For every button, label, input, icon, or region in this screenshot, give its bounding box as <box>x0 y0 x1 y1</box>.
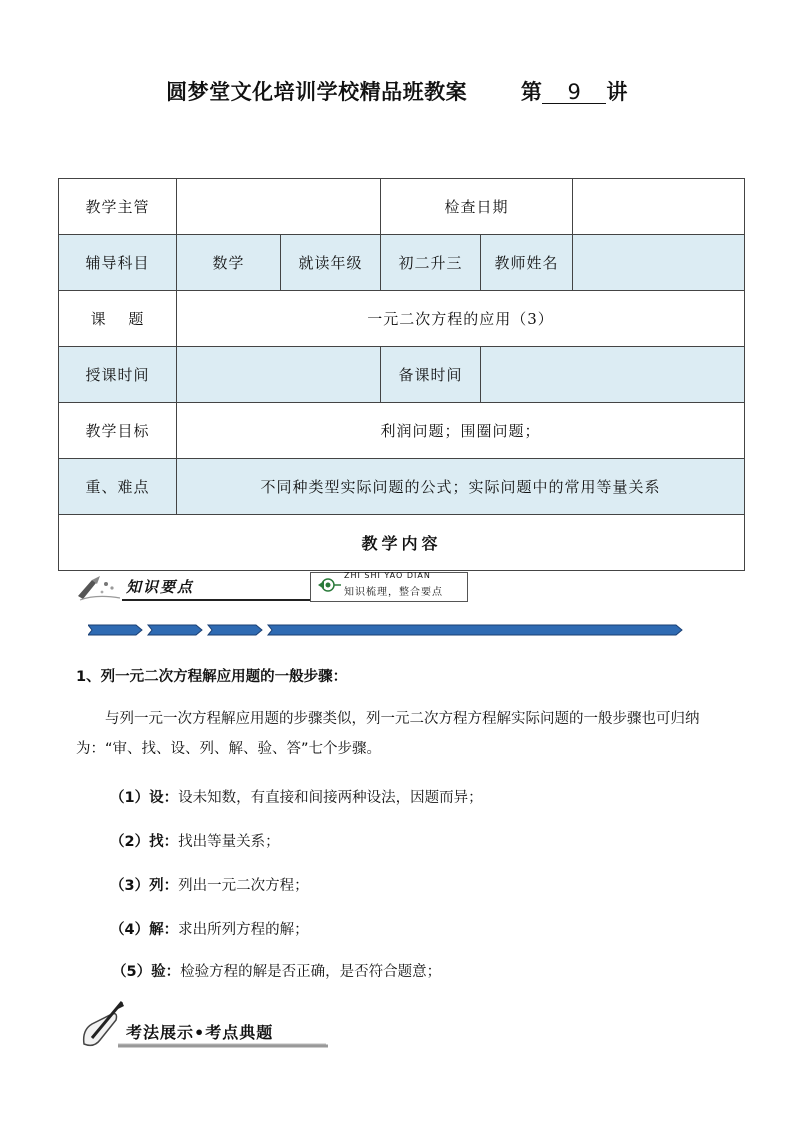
step-text: 列出一元二次方程； <box>178 878 309 894</box>
subject-value: 数学 <box>177 235 281 291</box>
step-key: （4）解： <box>110 922 179 938</box>
step-key: （3）列： <box>110 878 179 894</box>
prep-time-value[interactable] <box>481 347 745 403</box>
list-item <box>110 918 309 939</box>
supervisor-value[interactable] <box>177 179 381 235</box>
target-arrow-icon <box>316 576 342 594</box>
arrow-divider <box>88 623 684 637</box>
supervisor-label: 教学主管 <box>59 179 177 235</box>
table-row <box>59 403 745 459</box>
topic-value: 一元二次方程的应用（3） <box>177 291 745 347</box>
lecture-suffix: 讲 <box>606 80 628 104</box>
page-title <box>0 76 794 106</box>
goals-value: 利润问题；围圈问题； <box>177 403 745 459</box>
lecture-number: 9 <box>542 81 606 104</box>
table-row <box>59 179 745 235</box>
section-intro: 与列一元一次方程解应用题的步骤类似，列一元二次方程方程解实际问题的一般步骤也可归纳为：“审、找、设、列、解、验、答”七个步骤。 <box>76 711 700 757</box>
table-row <box>59 235 745 291</box>
teacher-label: 教师姓名 <box>481 235 573 291</box>
table-row <box>59 459 745 515</box>
exam-showcase-title: 考法展示•考点典题 <box>126 1023 274 1042</box>
check-date-label: 检查日期 <box>381 179 573 235</box>
section-heading: 1、列一元二次方程解应用题的一般步骤： <box>76 669 348 685</box>
step-text: 检验方程的解是否正确，是否符合题意； <box>180 964 442 980</box>
step-text: 求出所列方程的解； <box>178 922 309 938</box>
class-time-value[interactable] <box>177 347 381 403</box>
subject-label: 辅导科目 <box>59 235 177 291</box>
knowledge-points-subtitle: 知识梳理，整合要点 <box>344 587 443 598</box>
check-date-value[interactable] <box>573 179 745 235</box>
brush-icon <box>76 574 122 602</box>
step-key: （2）找： <box>110 834 179 850</box>
grade-value: 初二升三 <box>381 235 481 291</box>
list-item <box>110 874 309 895</box>
table-row <box>59 515 745 571</box>
step-text: 找出等量关系； <box>178 834 280 850</box>
school-title: 圆梦堂文化培训学校精品班教案 <box>166 80 468 104</box>
class-time-label: 授课时间 <box>59 347 177 403</box>
list-item <box>110 786 483 807</box>
step-text: 设未知数，有直接和间接两种设法，因题而异； <box>178 790 483 806</box>
topic-label: 课 题 <box>59 291 177 347</box>
knowledge-points-title: 知识要点 <box>126 578 195 596</box>
step-key: （1）设： <box>110 790 179 806</box>
table-row <box>59 347 745 403</box>
prep-time-label: 备课时间 <box>381 347 481 403</box>
step-key: （5）验： <box>112 964 181 980</box>
keypoints-label: 重、难点 <box>59 459 177 515</box>
content-heading: 教学内容 <box>59 515 745 571</box>
list-item <box>110 830 280 851</box>
table-row <box>59 291 745 347</box>
exam-showcase-banner <box>78 1000 338 1050</box>
teacher-value[interactable] <box>573 235 745 291</box>
lecture-label <box>521 80 628 104</box>
lesson-info-table <box>58 178 745 571</box>
lecture-prefix: 第 <box>520 80 543 104</box>
knowledge-points-banner <box>76 572 476 606</box>
list-item <box>112 960 441 981</box>
goals-label: 教学目标 <box>59 403 177 459</box>
keypoints-value: 不同种类型实际问题的公式；实际问题中的常用等量关系 <box>177 459 745 515</box>
knowledge-points-pinyin: ZHI SHI YAO DIAN <box>344 571 431 580</box>
grade-label: 就读年级 <box>281 235 381 291</box>
